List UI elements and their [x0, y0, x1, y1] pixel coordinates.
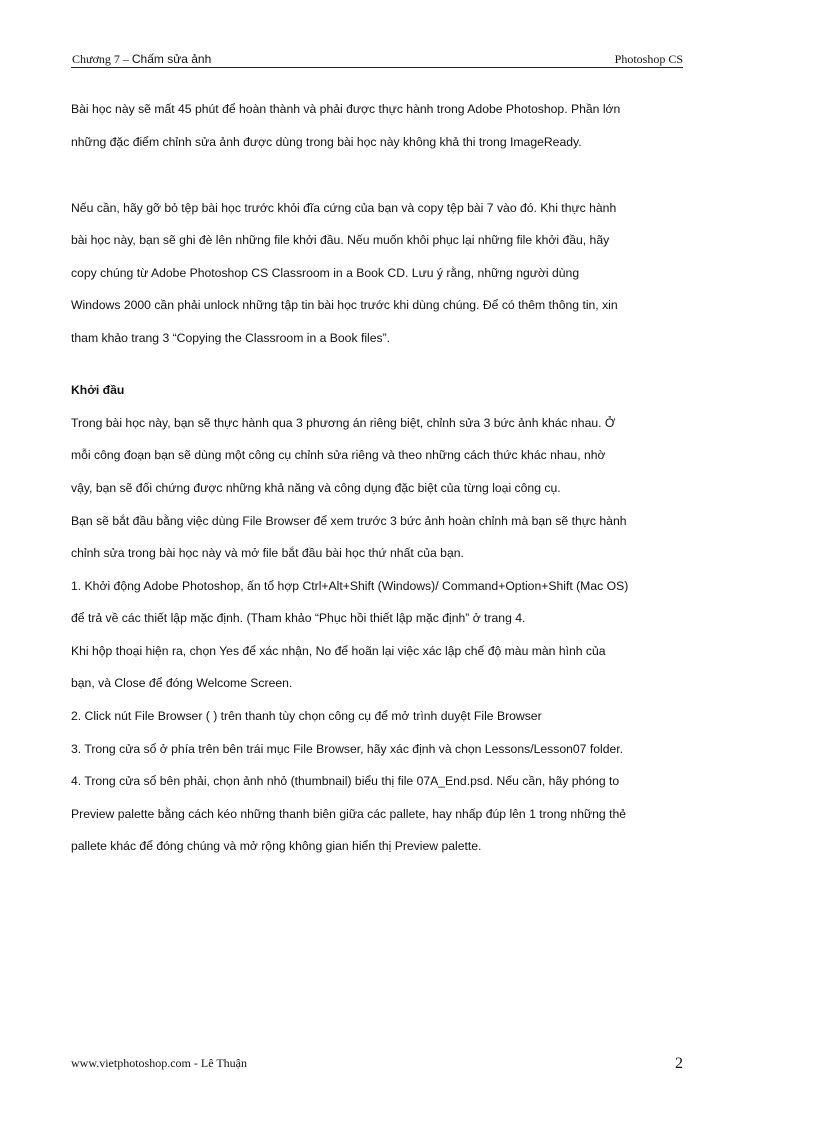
- paragraph-line: mỗi công đoạn bạn sẽ dùng một công cụ chỉnh sửa riêng và theo những cách thức khác nhau, nhờ: [71, 448, 606, 462]
- paragraph-line: những đặc điểm chỉnh sửa ảnh được dùng trong bài học này không khả thi trong ImageReady.: [71, 135, 582, 149]
- paragraph-line: bạn, và Close để đóng Welcome Screen.: [71, 676, 293, 690]
- paragraph-line: Khi hộp thoại hiện ra, chọn Yes để xác nhận, No để hoãn lại việc xác lập chế độ màu màn hình của: [71, 644, 606, 658]
- paragraph-line: bài học này, bạn sẽ ghi đè lên những file khởi đầu. Nếu muốn khôi phục lại những file khởi đầu, hãy: [71, 233, 610, 247]
- paragraph-line: pallete khác để đóng chúng và mở rộng không gian hiển thị Preview palette.: [71, 839, 482, 853]
- paragraph-line: Preview palette bằng cách kéo những thanh biên giữa các pallete, hay nhấp đúp lên 1 trong những thẻ: [71, 807, 627, 821]
- chapter-title: Chấm sửa ảnh: [131, 52, 212, 66]
- paragraph-line: chỉnh sửa trong bài học này và mở file bắt đầu bài học thứ nhất của bạn.: [71, 546, 464, 560]
- paragraph-line: Windows 2000 cần phải unlock những tập tin bài học trước khi dùng chúng. Để có thêm thông tin, xin: [71, 298, 618, 312]
- chapter-number: Chương 7 –: [72, 52, 129, 66]
- book-title: Photoshop CS: [614, 52, 683, 66]
- section-heading: Khởi đầu: [71, 383, 125, 397]
- page-header: [71, 51, 683, 68]
- paragraph-line: Nếu cần, hãy gỡ bỏ tệp bài học trước khỏi đĩa cứng của bạn và copy tệp bài 7 vào đó. Khi thực hành: [71, 201, 617, 215]
- paragraph-line: Trong bài học này, bạn sẽ thực hành qua 3 phương án riêng biệt, chỉnh sửa 3 bức ảnh khác nhau. Ở: [71, 416, 616, 430]
- paragraph-line: tham khảo trang 3 “Copying the Classroom in a Book files”.: [71, 331, 391, 345]
- paragraph-line: để trả về các thiết lập mặc định. (Tham khảo “Phục hồi thiết lập mặc định” ở trang 4.: [71, 611, 526, 625]
- paragraph-line: Bạn sẽ bắt đầu bằng việc dùng File Browser để xem trước 3 bức ảnh hoàn chỉnh mà bạn sẽ thực hành: [71, 514, 627, 528]
- paragraph-line: vậy, bạn sẽ đối chứng được những khả năng và công dụng đặc biệt của từng loại công cụ.: [71, 481, 561, 495]
- footer-site: www.vietphotoshop.com - Lê Thuận: [71, 1056, 247, 1070]
- page-number: 2: [675, 1055, 683, 1072]
- chapter-label: [72, 52, 211, 67]
- paragraph-line: 4. Trong cửa sổ bên phải, chọn ảnh nhỏ (thumbnail) biểu thị file 07A_End.psd. Nếu cần, hãy phóng to: [71, 774, 620, 788]
- paragraph-line: 2. Click nút File Browser ( ) trên thanh tùy chọn công cụ để mở trình duyệt File Browser: [71, 709, 542, 723]
- paragraph-line: 3. Trong cửa sổ ở phía trên bên trái mục File Browser, hãy xác định và chọn Lessons/Lesson07 folder.: [71, 742, 624, 756]
- paragraph-line: Bài học này sẽ mất 45 phút để hoàn thành và phải được thực hành trong Adobe Photoshop. Phần lớn: [71, 102, 621, 116]
- paragraph-line: 1. Khởi động Adobe Photoshop, ấn tổ hợp Ctrl+Alt+Shift (Windows)/ Command+Option+Shift (Mac OS): [71, 579, 629, 593]
- paragraph-line: copy chúng từ Adobe Photoshop CS Classroom in a Book CD. Lưu ý rằng, những người dùng: [71, 266, 580, 280]
